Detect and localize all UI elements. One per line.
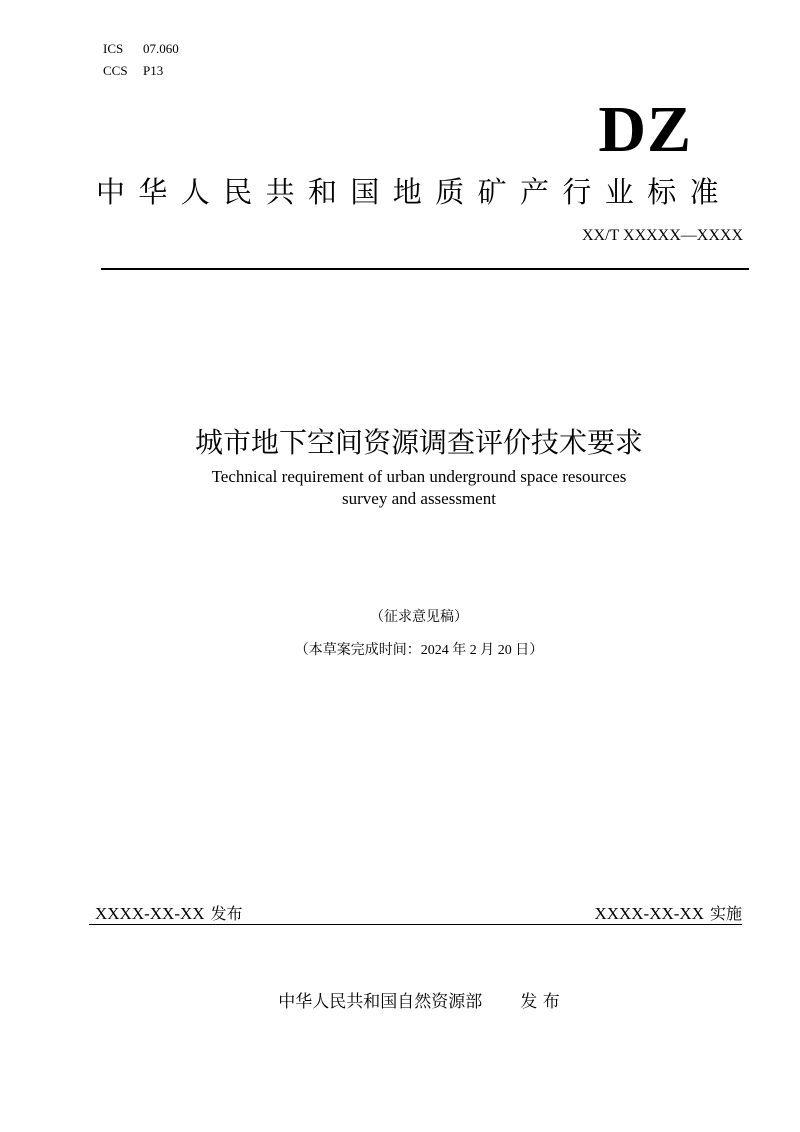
ics-label: ICS	[103, 41, 124, 56]
publish-action: 发 布	[520, 992, 560, 1012]
document-title-cn: 城市地下空间资源调查评价技术要求	[194, 426, 643, 459]
draft-status: （征求意见稿）	[370, 610, 468, 625]
implement-date-line	[594, 903, 742, 925]
standard-category: 中华人民共和国地质矿产行业标准	[96, 175, 733, 209]
ics-code: 07.060	[143, 41, 179, 56]
publish-date-line	[95, 903, 243, 925]
ccs-label: CCS	[103, 63, 128, 78]
ics-code-row	[103, 41, 179, 57]
header-rule	[101, 268, 749, 270]
publisher-line	[0, 990, 800, 1014]
implement-date: XXXX-XX-XX	[594, 904, 704, 923]
document-title-en-line2: survey and assessment	[342, 489, 496, 508]
draft-completion-date: （本草案完成时间：2024 年 2 月 20 日）	[294, 643, 544, 658]
publisher-name: 中华人民共和国自然资源部	[278, 992, 483, 1012]
standard-mark: DZ	[598, 93, 692, 166]
publish-label: 发布	[210, 904, 243, 923]
ccs-code-row	[103, 63, 163, 79]
footer-rule	[89, 924, 742, 925]
standard-number: XX/T XXXXX—XXXX	[581, 227, 743, 244]
publish-date: XXXX-XX-XX	[95, 904, 205, 923]
document-title-en-line1: Technical requirement of urban underground space resources	[211, 467, 627, 486]
implement-label: 实施	[709, 904, 742, 923]
ccs-code: P13	[143, 63, 164, 78]
